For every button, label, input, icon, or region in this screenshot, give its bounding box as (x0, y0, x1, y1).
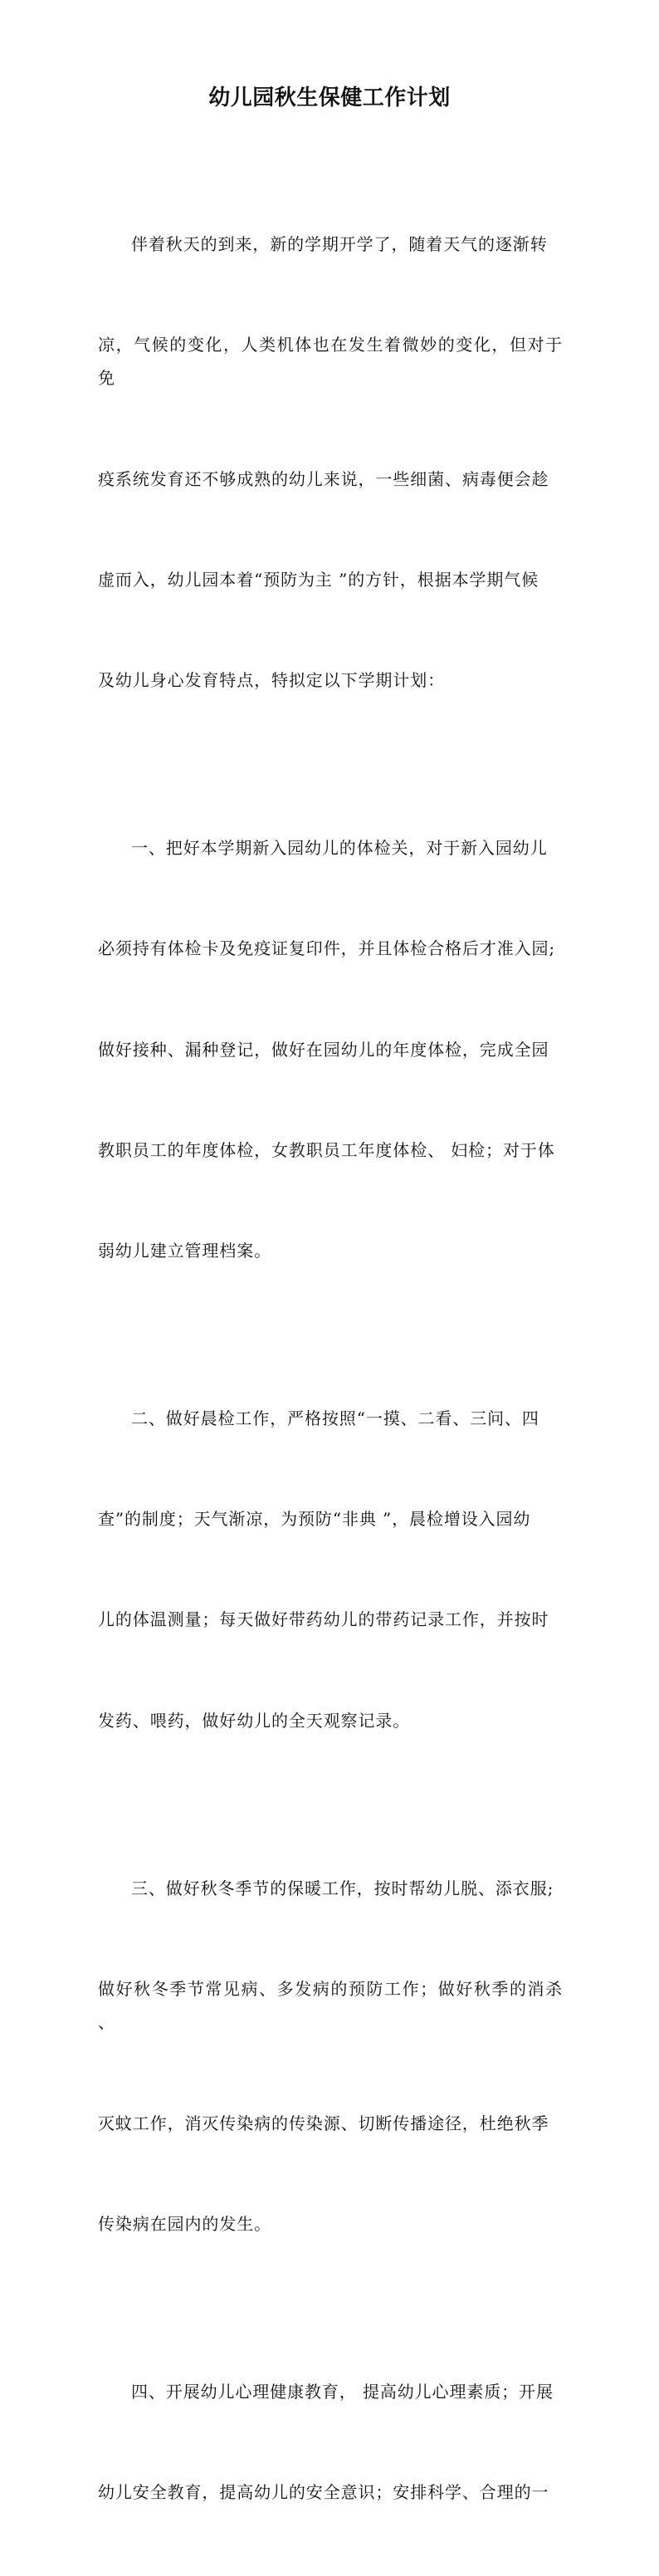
paragraph-item-4 (98, 2308, 563, 2576)
text-line: 灭蚊工作，消灭传染病的传染源、切断传播途径，杜绝秋季 (98, 2113, 549, 2133)
text-line: 儿的体温测量；每天做好带药幼儿的带药记录工作，并按时 (98, 1609, 549, 1630)
text-line: 必须持有体检卡及免疫证复印件，并且体检合格后才准入园; (98, 938, 556, 959)
paragraph-intro (98, 160, 563, 764)
text-line: 伴着秋天的到来，新的学期开学了，随着天气的逐渐转 (131, 233, 548, 254)
text-line: 疫系统发育还不够成熟的幼儿来说，一些细菌、病毒便会趁 (98, 468, 549, 489)
document-body (98, 160, 563, 2576)
text-line: 二、做好晨检工作，严格按照“一摸、二看、三问、四 (131, 1408, 539, 1429)
text-line: 一、把好本学期新入园幼儿的体检关，对于新入园幼儿 (131, 838, 548, 859)
text-line: 查”的制度；天气渐凉，为预防“非典 ”，晨检增设入园幼 (98, 1509, 531, 1530)
text-line: 凉，气候的变化，人类机体也在发生着微妙的变化，但对于免 (98, 335, 563, 389)
text-line: 弱幼儿建立管理档案。 (98, 1241, 271, 1261)
text-line: 四、开展幼儿心理健康教育， 提高幼儿心理素质；开展 (131, 2381, 554, 2402)
text-line: 三、做好秋冬季节的保暖工作，按时帮幼儿脱、添衣服; (131, 1878, 554, 1898)
text-line: 及幼儿身心发育特点，特拟定以下学期计划： (98, 670, 445, 691)
paragraph-item-3 (98, 1805, 563, 2308)
text-line: 幼儿安全教育，提高幼儿的安全意识；安排科学、合理的一 (98, 2482, 549, 2503)
paragraph-item-1 (98, 764, 563, 1335)
text-line: 虚而入，幼儿园本着“预防为主 ”的方针，根据本学期气候 (98, 569, 539, 590)
text-line: 教职员工的年度体检，女教职员工年度体检、 妇检；对于体 (98, 1139, 555, 1160)
text-line: 传染病在园内的发生。 (98, 2213, 271, 2234)
paragraph-item-2 (98, 1335, 563, 1805)
text-line: 做好接种、漏种登记，做好在园幼儿的年度体检，完成全园 (98, 1039, 549, 1060)
text-line: 做好秋冬季节常见病、多发病的预防工作；做好秋季的消杀、 (98, 1978, 563, 2033)
document-title: 幼儿园秋生保健工作计划 (208, 86, 451, 110)
text-line: 发药、喂药，做好幼儿的全天观察记录。 (98, 1710, 411, 1731)
